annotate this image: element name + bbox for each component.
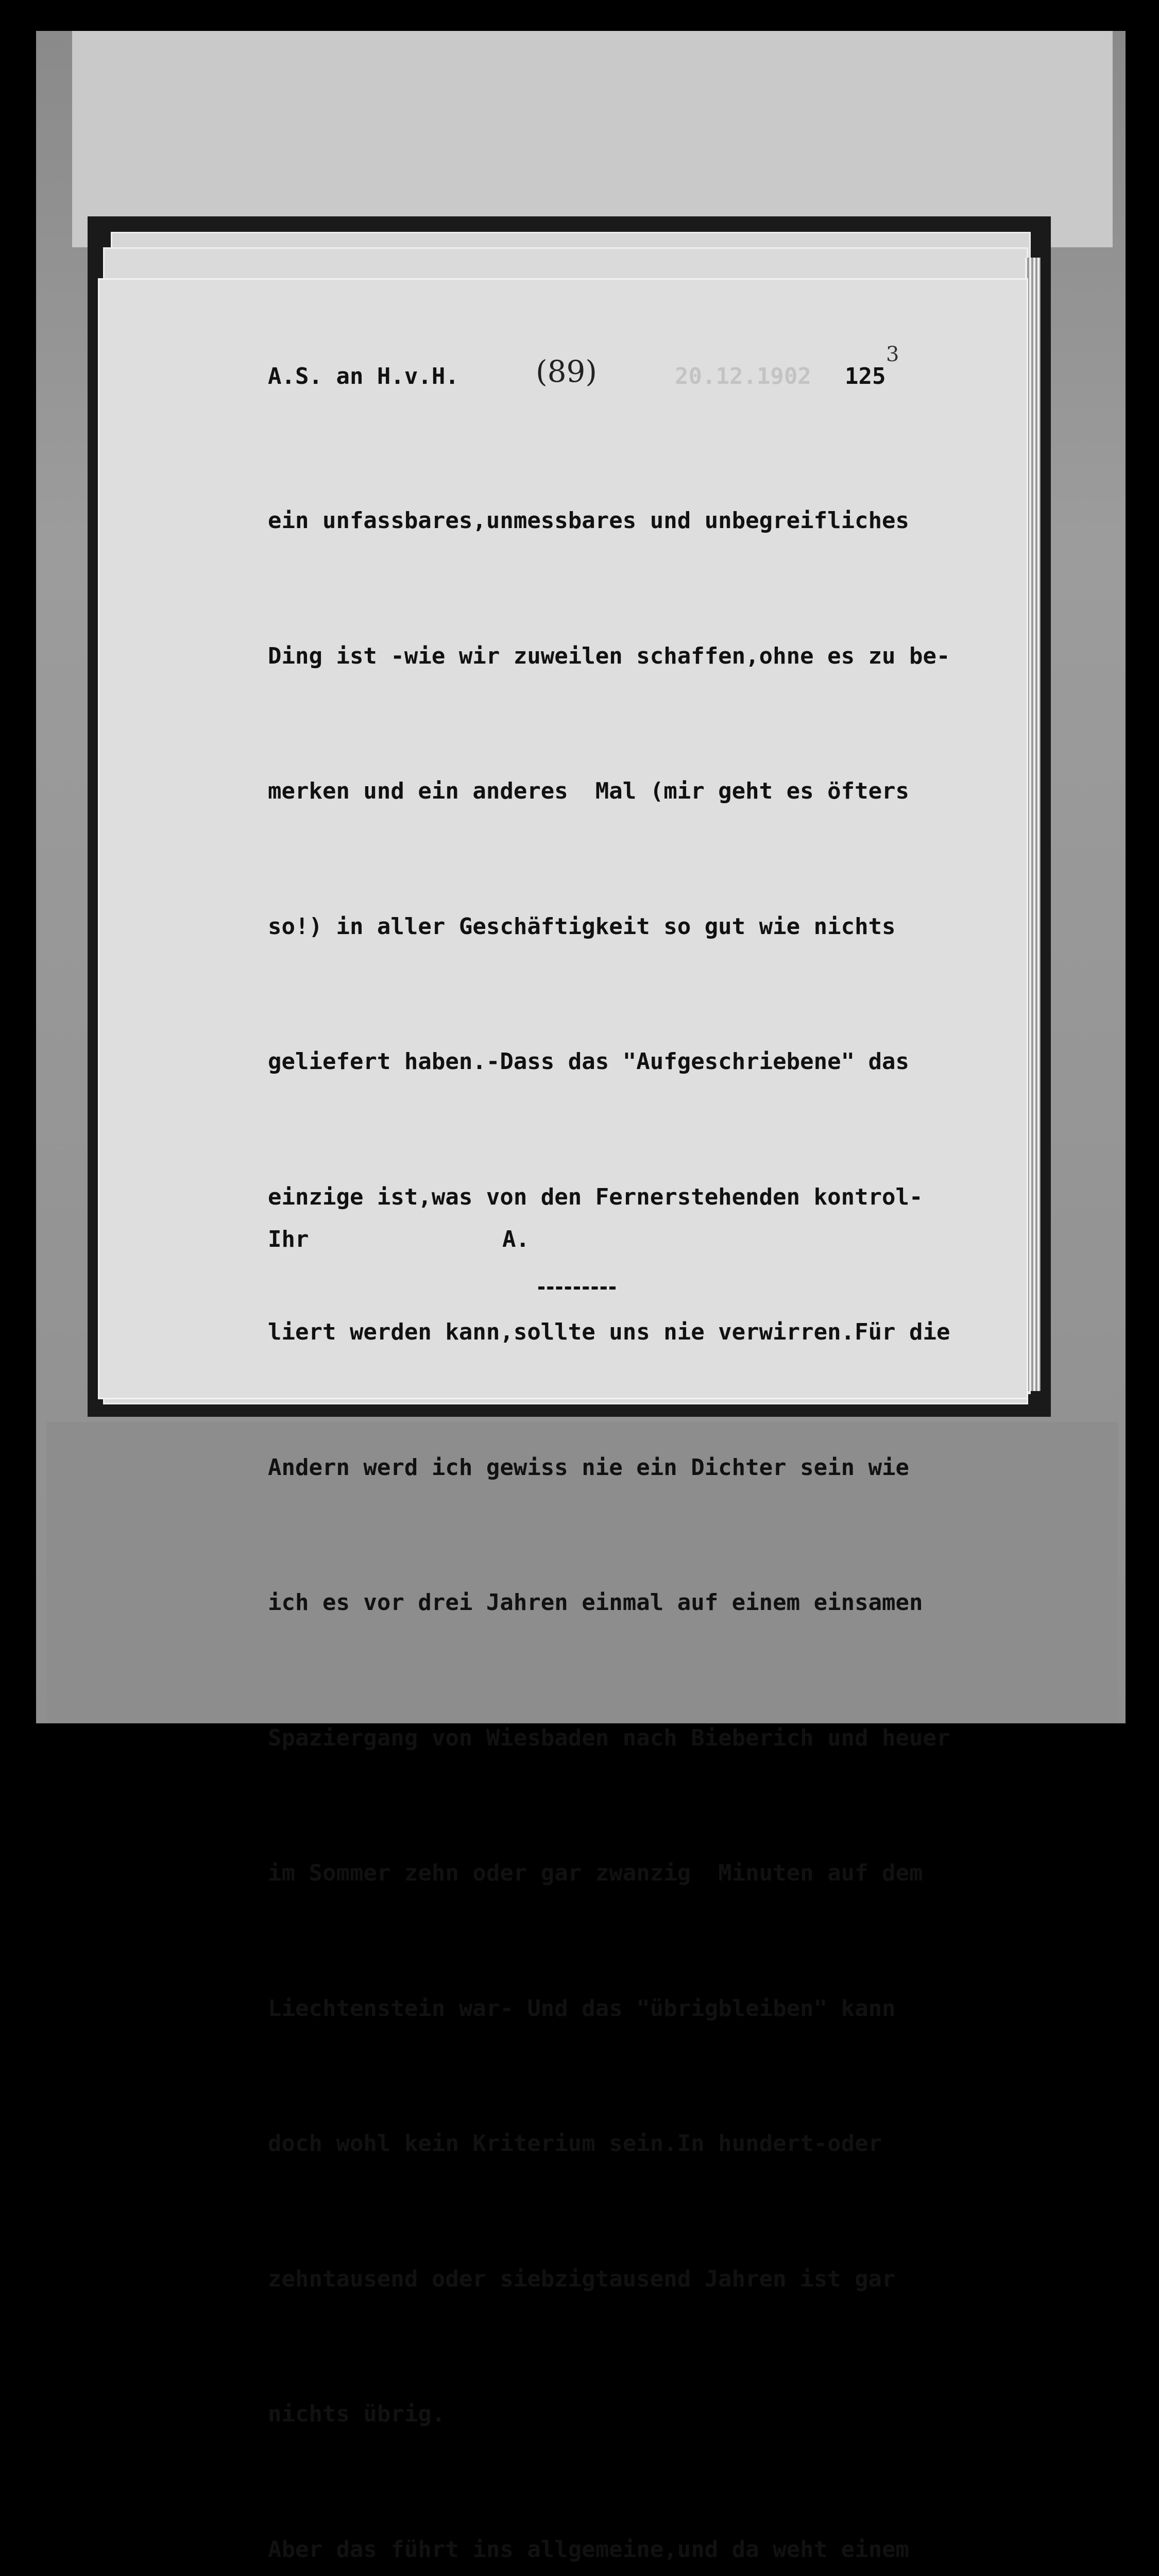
text-line: Spaziergang von Wiesbaden nach Bieberich und heuer	[268, 1724, 950, 1751]
end-divider	[538, 1286, 616, 1295]
text-line: Aber das führt ins allgemeine,und da weht einem	[268, 2536, 910, 2563]
text-line: im Sommer zehn oder gar zwanzig Minuten auf dem	[268, 1860, 923, 1886]
text-line: ein unfassbares,unmessbares und unbegreifliches	[268, 507, 910, 534]
background-paper-top	[72, 31, 1113, 247]
sender-recipient: A.S. an H.v.H.	[268, 363, 459, 389]
text-line: Andern werd ich gewiss nie ein Dichter sein wie	[268, 1454, 910, 1481]
text-line: ich es vor drei Jahren einmal auf einem einsamen	[268, 1589, 923, 1616]
text-line: so!) in aller Geschäftigkeit so gut wie nichts	[268, 913, 896, 940]
text-line: nichts übrig.	[268, 2401, 446, 2427]
letter-header	[268, 343, 953, 410]
letter-body	[268, 408, 950, 2576]
text-line: Liechtenstein war- Und das "übrigbleiben" kann	[268, 1995, 896, 2022]
text-line: einzige ist,was von den Fernerstehenden kontrol-	[268, 1183, 923, 1210]
folio-stamp: (89)	[536, 354, 598, 389]
page-number: 125	[845, 363, 886, 389]
text-line: Ding ist -wie wir zuweilen schaffen,ohne es zu be-	[268, 642, 950, 669]
text-line: zehntausend oder siebzigtausend Jahren ist gar	[268, 2265, 896, 2292]
text-line: liert werden kann,sollte uns nie verwirren.Für die	[268, 1319, 950, 1345]
faint-date: 20.12.1902	[675, 363, 811, 389]
text-line: doch wohl kein Kriterium sein.In hundert-oder	[268, 2130, 882, 2157]
text-line: merken und ein anderes Mal (mir geht es öfters	[268, 778, 910, 804]
pencil-page-number: 3	[886, 343, 899, 366]
signoff-salutation: Ihr	[268, 1226, 309, 1252]
text-line: geliefert haben.-Dass das "Aufgeschriebene" das	[268, 1048, 910, 1075]
signoff-initial: A.	[502, 1226, 530, 1252]
